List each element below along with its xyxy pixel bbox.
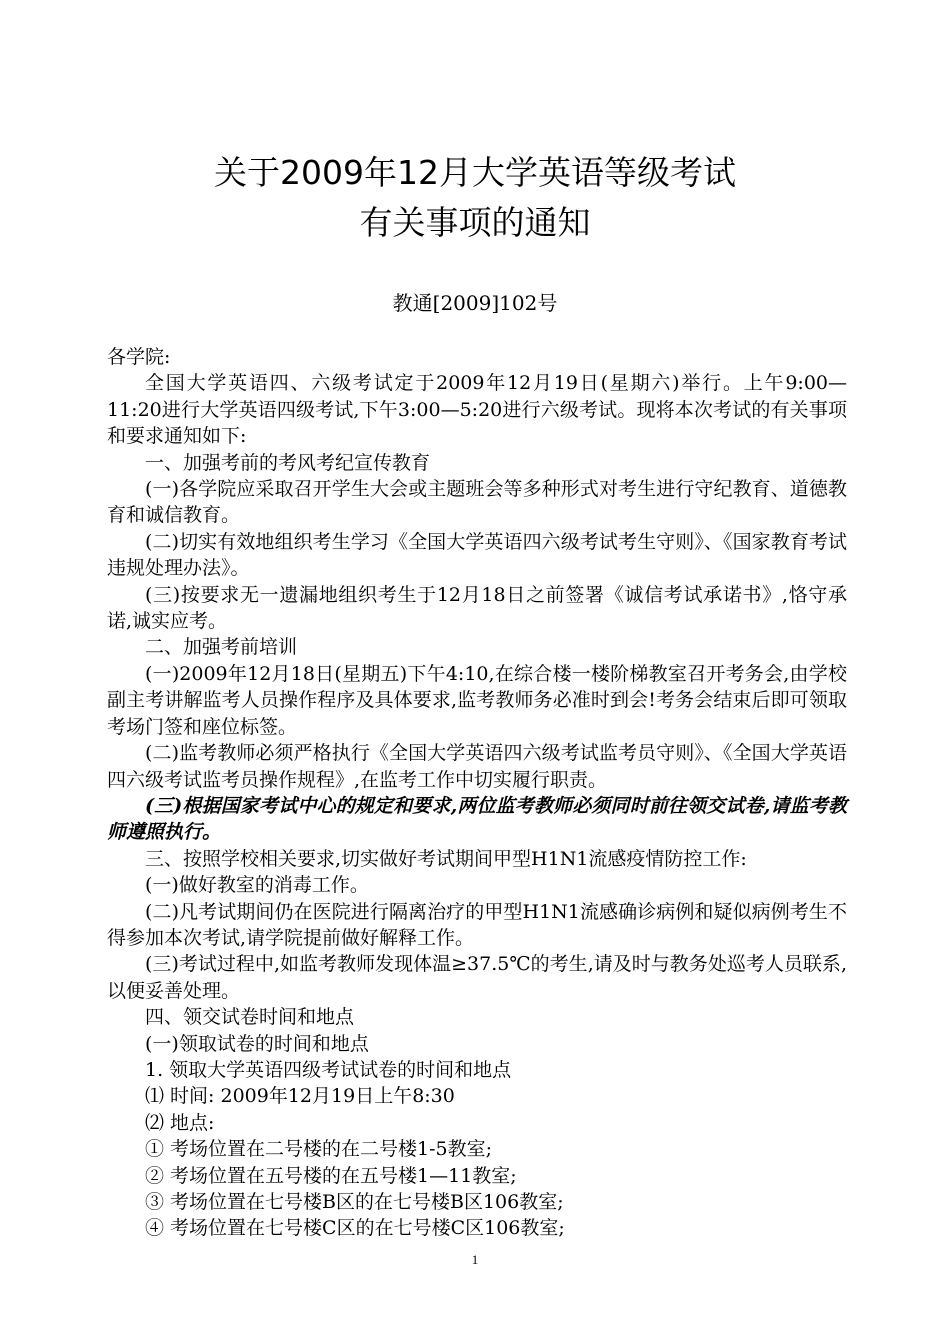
list-item-location: ⑵ 地点: [145, 1111, 215, 1134]
paragraph-1-3: (三)按要求无一遗漏地组织考生于12月18日之前签署《诚信考试承诺书》,恪守承诺,诚实应考。 [107, 583, 847, 633]
salutation: 各学院: [107, 346, 171, 368]
section-heading-2: 二、加强考前培训 [145, 636, 298, 659]
location-item-3: ③ 考场位置在七号楼B区的在七号楼B区106教室; [145, 1191, 564, 1213]
paragraph-1-1: (一)各学院应采取召开学生大会或主题班会等多种形式对考生进行守纪教育、道德教育和诚信教育。 [107, 478, 847, 527]
list-item-time: ⑴ 时间: 2009年12月19日上午8:30 [145, 1085, 455, 1108]
paragraph-3-2: (二)凡考试期间仍在医院进行隔离治疗的甲型H1N1流感确诊病例和疑似病例考生不得参加本次考试,请学院提前做好解释工作。 [107, 900, 847, 949]
document-title-line2: 有关事项的通知 [359, 203, 591, 242]
document-body [107, 344, 847, 1242]
paragraph-2-1: (一)2009年12月18日(星期五)下午4:10,在综合楼一楼阶梯教室召开考务会,由学校副主考讲解监考人员操作程序及具体要求,监考教师务必准时到会!考务会结束后即可领取考场门签和座位标签。 [107, 662, 847, 738]
section-heading-4: 四、领交试卷时间和地点 [145, 1006, 355, 1029]
list-item-1: 1. 领取大学英语四级考试试卷的时间和地点 [145, 1058, 512, 1081]
section-heading-1: 一、加强考前的考风考纪宣传教育 [145, 451, 431, 474]
paragraph-3-1: (一)做好教室的消毒工作。 [145, 874, 369, 897]
paragraph-4-1: (一)领取试卷的时间和地点 [145, 1032, 369, 1055]
location-item-2: ② 考场位置在五号楼的在五号楼1—11教室; [145, 1164, 517, 1187]
paragraph-2-3-emphasis: (三)根据国家考试中心的规定和要求,两位监考教师必须同时前往领交试卷,请监考教师遵照执行。 [107, 794, 847, 844]
paragraph-1-2: (二)切实有效地组织考生学习《全国大学英语四六级考试考生守则》、《国家教育考试违规处理办法》。 [107, 530, 847, 580]
location-item-4: ④ 考场位置在七号楼C区的在七号楼C区106教室; [145, 1217, 565, 1240]
document-number: 教通[2009]102号 [392, 291, 558, 315]
location-item-1: ① 考场位置在二号楼的在二号楼1-5教室; [145, 1138, 493, 1161]
paragraph-2-2: (二)监考教师必须严格执行《全国大学英语四六级考试监考员守则》、《全国大学英语四六级考试监考员操作规程》,在监考工作中切实履行职责。 [107, 742, 847, 791]
document-title-line1: 关于2009年12月大学英语等级考试 [214, 153, 736, 192]
paragraph-intro: 全国大学英语四、六级考试定于2009年12月19日(星期六)举行。上午9:00—11:20进行大学英语四级考试,下午3:00—5:20进行六级考试。现将本次考试的有关事项和要求通知如下: [107, 372, 847, 448]
paragraph-3-3: (三)考试过程中,如监考教师发现体温≥37.5℃的考生,请及时与教务处巡考人员联系,以便妥善处理。 [107, 953, 847, 1002]
page-number: 1 [471, 1252, 479, 1267]
section-heading-3: 三、按照学校相关要求,切实做好考试期间甲型H1N1流感疫情防控工作: [145, 847, 747, 870]
